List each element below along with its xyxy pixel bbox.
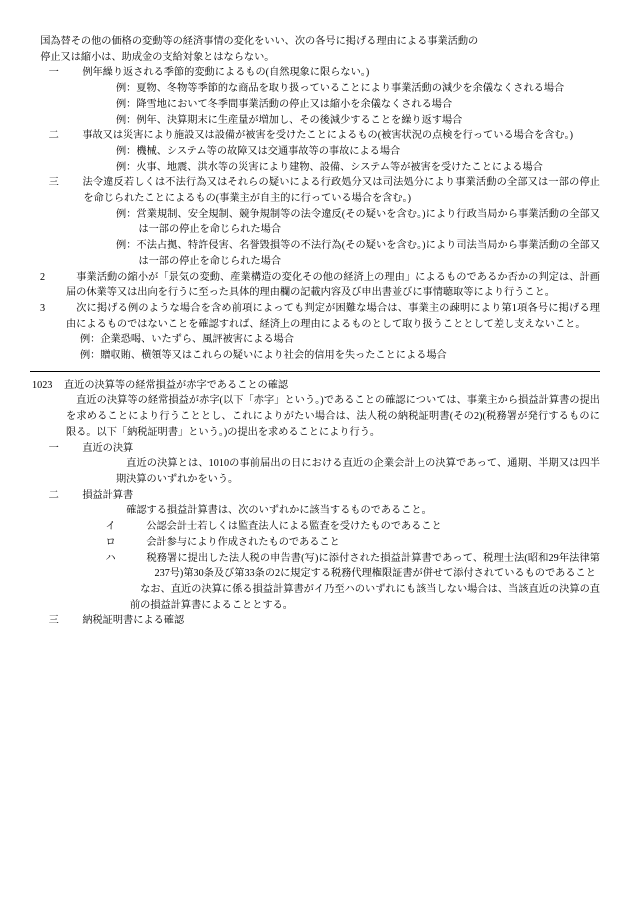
item-body bbox=[116, 456, 600, 487]
sub-list bbox=[105, 519, 600, 582]
item-title: 納税証明書による確認 bbox=[82, 615, 185, 627]
paragraph-body bbox=[66, 270, 600, 301]
list-item bbox=[48, 441, 600, 488]
example-line: 例：例年、決算期末に生産量が増加し、その後減少することを繰り返す場合 bbox=[116, 114, 463, 126]
item-heading bbox=[48, 441, 600, 457]
sub-item-text: 会計参与により作成されたものであること bbox=[146, 536, 340, 548]
item-heading bbox=[48, 128, 600, 144]
numbered-paragraph bbox=[40, 301, 600, 364]
item-title: 損益計算書 bbox=[82, 489, 134, 501]
example-group bbox=[80, 332, 600, 363]
example-line: 例：贈収賄、横領等又はこれらの疑いにより社会的信用を失ったことによる場合 bbox=[80, 350, 447, 362]
example-line: 例：降雪地において冬季間事業活動の停止又は縮小を余儀なくされる場合 bbox=[116, 98, 453, 110]
item-title: 例年繰り返される季節的変動によるもの(自然現象に限らない。) bbox=[82, 67, 370, 79]
intro-line-1: 国為替その他の価格の変動等の経済事情の変化をいい、次の各号に掲げる理由による事業活動の bbox=[40, 36, 479, 47]
paragraph-number: 3 bbox=[40, 302, 46, 314]
item-note-text: なお、直近の決算に係る損益計算書がイ乃至ハのいずれにも該当しない場合は、当該直近の決算の直前の損益計算書によることとする。 bbox=[130, 583, 600, 611]
example-line: 例：機械、システム等の故障又は交通事故等の事故による場合 bbox=[116, 145, 401, 157]
item-body-text: 確認する損益計算書は、次のいずれかに該当するものであること。 bbox=[126, 505, 432, 517]
section-lead bbox=[66, 393, 600, 440]
item-marker: 三 bbox=[48, 177, 59, 189]
example-line: 例：企業恐喝、いたずら、風評被害による場合 bbox=[80, 334, 294, 346]
example-line: 例：営業規制、安全規制、競争規制等の法令違反(その疑いを含む。)により行政当局から事業活動の全部又は一部の停止を命じられた場合 bbox=[116, 208, 600, 236]
sub-item-text: 公認会計士若しくは監査法人による監査を受けたものであること bbox=[146, 521, 442, 533]
section-number: 1023 bbox=[32, 379, 53, 391]
example-line: 例：火事、地震、洪水等の災害により建物、設備、システム等が被害を受けたことによる場合 bbox=[116, 161, 543, 173]
numbered-paragraph bbox=[40, 270, 600, 301]
example-group bbox=[116, 81, 600, 128]
item-marker: 三 bbox=[48, 615, 59, 627]
list-item bbox=[48, 65, 600, 128]
item-heading bbox=[48, 175, 600, 206]
item-marker: 二 bbox=[48, 130, 59, 142]
paragraph-number: 2 bbox=[40, 271, 46, 283]
item-heading bbox=[48, 488, 600, 504]
intro-line-2: 停止又は縮小は、助成金の支給対象とはならない。 bbox=[40, 51, 275, 63]
sub-item-marker: ロ bbox=[105, 536, 116, 548]
intro-paragraph bbox=[30, 34, 600, 65]
sub-item bbox=[105, 535, 600, 551]
paragraph-text: 事業活動の縮小が「景気の変動、産業構造の変化その他の経済上の理由」によるものであるか否かの判定は、計画届の休業等又は出向を行うに至った具体的理由欄の記載内容及び申出書並びに事情聴取等により行うこと。 bbox=[66, 271, 600, 299]
item-heading bbox=[48, 613, 600, 629]
item-marker: 二 bbox=[48, 489, 59, 501]
example-group bbox=[116, 207, 600, 270]
list-item bbox=[48, 175, 600, 269]
item-body bbox=[116, 503, 600, 519]
section-heading bbox=[30, 378, 600, 394]
list-item bbox=[48, 128, 600, 175]
item-heading bbox=[48, 65, 600, 81]
paragraph-body bbox=[66, 301, 600, 364]
sub-item-marker: イ bbox=[105, 521, 116, 533]
item-body-text: 直近の決算とは、1010の事前届出の日における直近の企業会計上の決算であって、通期、半期又は四半期決算のいずれかをいう。 bbox=[116, 458, 600, 485]
example-line: 例：夏物、冬物等季節的な商品を取り扱っていることにより事業活動の減少を余儀なくされる場合 bbox=[116, 83, 565, 95]
item-marker: 一 bbox=[48, 67, 59, 79]
sub-item bbox=[105, 519, 600, 535]
item-marker: 一 bbox=[48, 442, 59, 454]
sub-item bbox=[105, 551, 600, 582]
section-lead-text: 直近の決算等の経常損益が赤字(以下「赤字」という。)であることの確認については、事業主から損益計算書の提出を求めることにより行うこととし、これによりがたい場合は、法人税の納税証明書(その2)(税務署が発行するものに限る。以下「納税証明書」という。)の提出を求めることにより行う。 bbox=[66, 395, 600, 438]
section-title: 直近の決算等の経常損益が赤字であることの確認 bbox=[64, 379, 289, 391]
list-item bbox=[48, 488, 600, 614]
item-note bbox=[130, 582, 600, 613]
section-divider bbox=[30, 371, 600, 372]
item-title: 事故又は災害により施設又は設備が被害を受けたことによるもの(被害状況の点検を行っている場合を含む。) bbox=[82, 130, 573, 142]
item-title: 直近の決算 bbox=[82, 442, 134, 454]
sub-item-marker: ハ bbox=[105, 552, 116, 564]
example-line: 例：不法占拠、特許侵害、名誉毀損等の不法行為(その疑いを含む。)により司法当局から事業活動の全部又は一部の停止を命じられた場合 bbox=[116, 240, 600, 267]
example-group bbox=[116, 144, 600, 175]
paragraph-text: 次に掲げる例のような場合を含め前項によっても判定が困難な場合は、事業主の疎明により第1項各号に掲げる理由によるものではないことを確認すれば、経済上の理由によるものとして取り扱うこととして差し支えないこと。 bbox=[66, 302, 600, 330]
item-title: 法令違反若しくは不法行為又はそれらの疑いによる行政処分又は司法処分により事業活動の全部又は一部の停止を命じられたことによるもの(事業主が自主的に行っている場合を含む。) bbox=[82, 177, 600, 205]
sub-item-text: 税務署に提出した法人税の申告書(写)に添付された損益計算書であって、税理士法(昭和29年法律第237号)第30条及び第33条の2に規定する税務代理権限証書が併せて添付されているものであること bbox=[146, 552, 600, 580]
list-item bbox=[48, 613, 600, 629]
